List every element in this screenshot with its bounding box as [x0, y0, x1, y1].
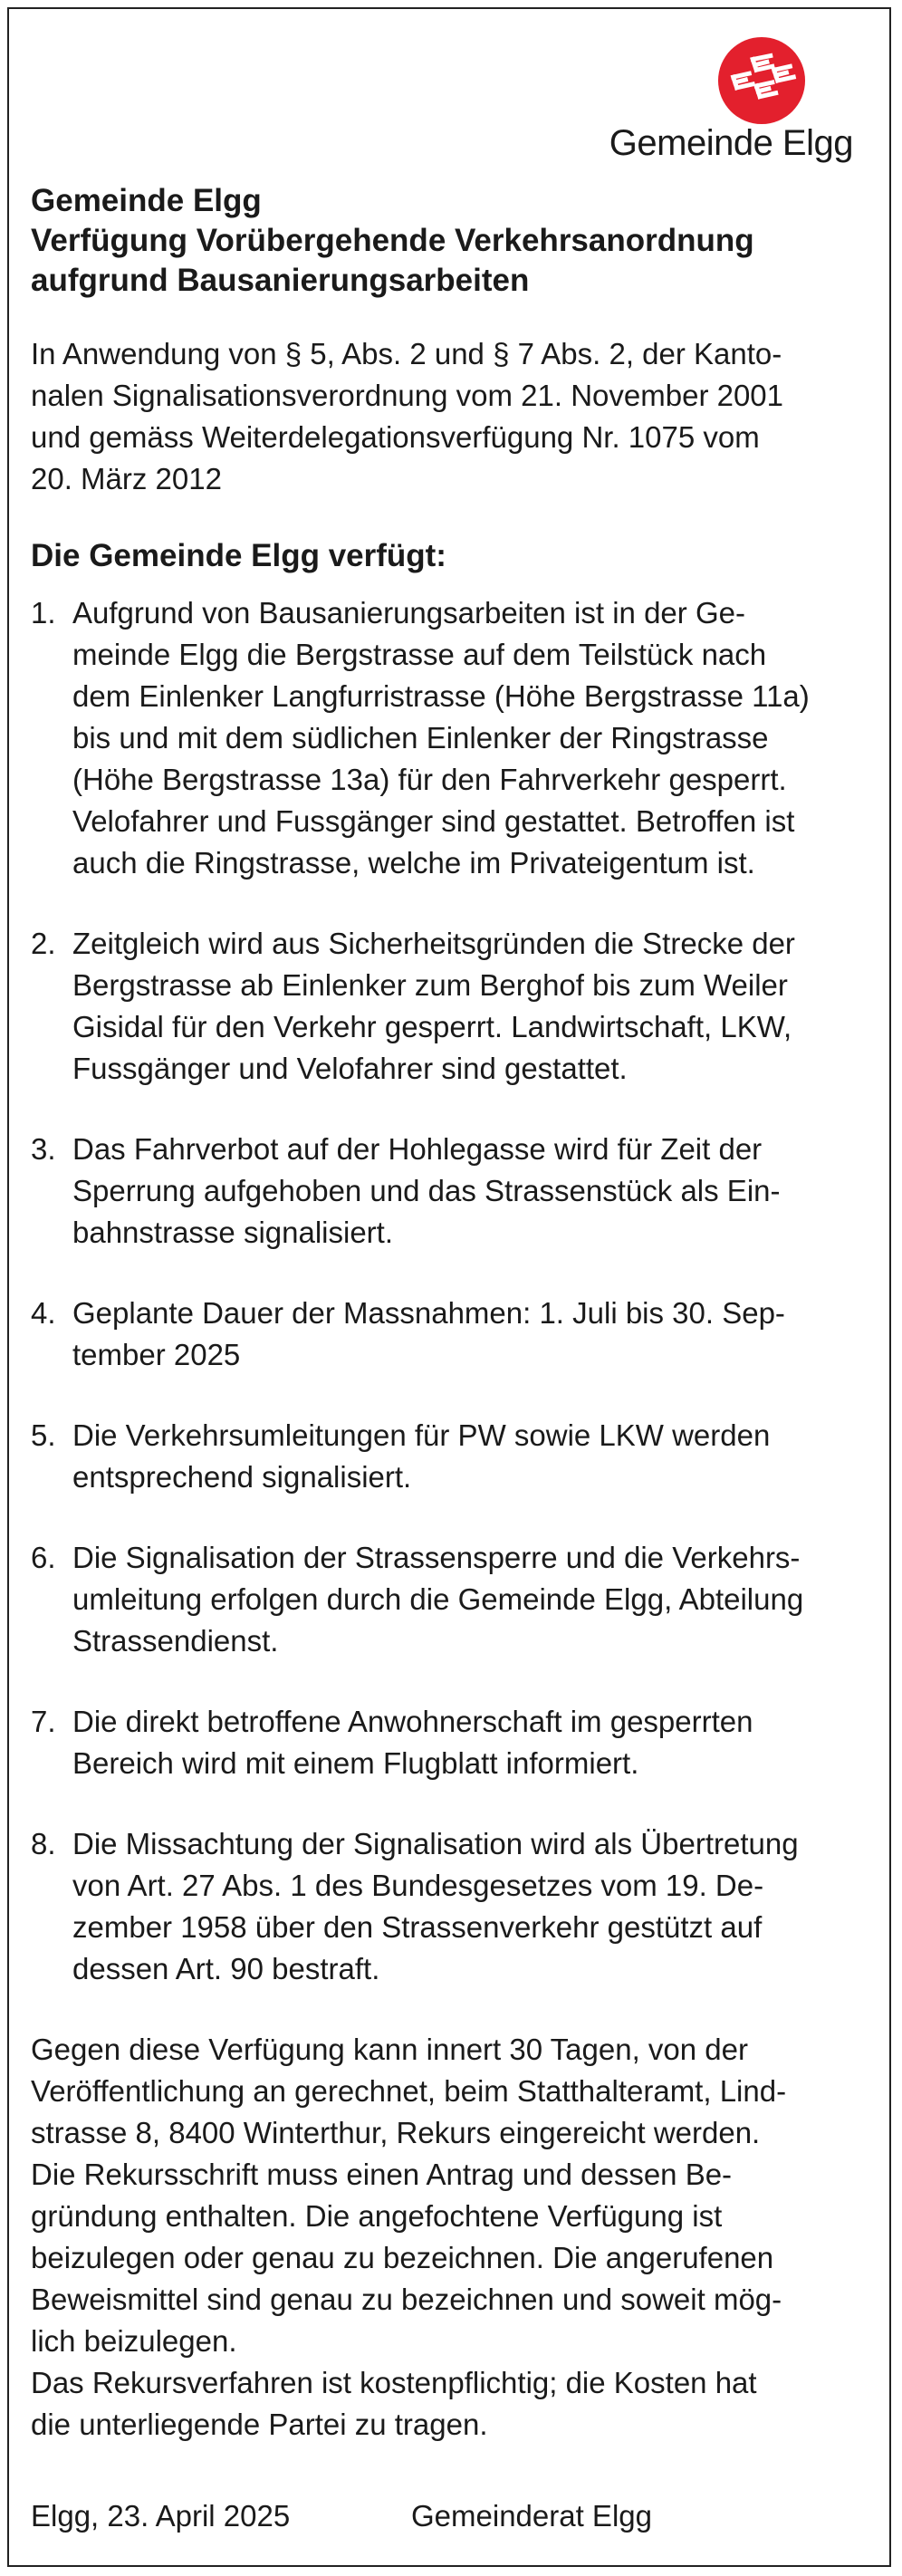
decree-list: [31, 592, 871, 1990]
legal-line: beizulegen oder genau zu bezeichnen. Die angerufenen: [31, 2241, 774, 2274]
gemeinde-wappen-icon: [717, 36, 806, 125]
notice-frame: [7, 7, 891, 2567]
intro-line: 20. März 2012: [31, 462, 222, 495]
item-line: dem Einlenker Langfurristrasse (Höhe Bergstrasse 11a): [72, 679, 810, 713]
heading-line: aufgrund Bausanierungsarbeiten: [31, 263, 530, 298]
item-line: Aufgrund von Bausanierungsarbeiten ist in der Ge-: [72, 596, 745, 630]
heading-line: Verfügung Vorübergehende Verkehrsanordnung: [31, 223, 754, 258]
legal-line: die unterliegende Partei zu tragen.: [31, 2408, 488, 2441]
item-line: Die Verkehrsumleitungen für PW sowie LKW werden: [72, 1418, 771, 1452]
item-number: 4.: [31, 1296, 56, 1330]
signature: Gemeinderat Elgg: [411, 2499, 652, 2533]
item-line: Sperrung aufgehoben und das Strassenstück als Ein-: [72, 1174, 781, 1207]
item-text: [72, 1701, 871, 1784]
item-line: Gisidal für den Verkehr gesperrt. Landwirtschaft, LKW,: [72, 1010, 792, 1043]
decree-item: [31, 1415, 871, 1498]
item-number: 8.: [31, 1827, 56, 1860]
notice-heading: [31, 181, 871, 301]
item-line: auch die Ringstrasse, welche im Privateigentum ist.: [72, 846, 755, 879]
legal-line: lich beizulegen.: [31, 2324, 237, 2358]
legal-line: Die Rekursschrift muss einen Antrag und dessen Be-: [31, 2158, 733, 2191]
item-line: Das Fahrverbot auf der Hohlegasse wird für Zeit der: [72, 1132, 763, 1166]
decree-item: [31, 1293, 871, 1376]
legal-line: strasse 8, 8400 Winterthur, Rekurs eingereicht werden.: [31, 2116, 761, 2149]
item-line: Fussgänger und Velofahrer sind gestattet.: [72, 1052, 628, 1085]
item-line: Zeitgleich wird aus Sicherheitsgründen die Strecke der: [72, 927, 795, 960]
item-text: [72, 1129, 871, 1254]
item-text: [72, 923, 871, 1090]
item-number: 7.: [31, 1705, 56, 1738]
intro-line: und gemäss Weiterdelegationsverfügung Nr. 1075 vom: [31, 420, 760, 454]
decree-item: [31, 1701, 871, 1784]
item-line: dessen Art. 90 bestraft.: [72, 1952, 380, 1985]
item-line: Die Signalisation der Strassensperre und die Verkehrs-: [72, 1541, 801, 1574]
intro-paragraph: [31, 333, 871, 500]
legal-line: Gegen diese Verfügung kann innert 30 Tagen, von der: [31, 2033, 748, 2066]
intro-line: In Anwendung von § 5, Abs. 2 und § 7 Abs. 2, der Kanto-: [31, 337, 782, 370]
intro-line: nalen Signalisationsverordnung vom 21. November 2001: [31, 379, 784, 412]
item-line: tember 2025: [72, 1338, 241, 1371]
notice-body: [31, 181, 871, 2446]
item-line: Die Missachtung der Signalisation wird als Übertretung: [72, 1827, 799, 1860]
item-line: umleitung erfolgen durch die Gemeinde Elgg, Abteilung: [72, 1582, 804, 1616]
decree-subheading: Die Gemeinde Elgg verfügt:: [31, 538, 446, 573]
item-line: Strassendienst.: [72, 1624, 279, 1658]
decree-item: [31, 1823, 871, 1990]
item-line: (Höhe Bergstrasse 13a) für den Fahrverkehr gesperrt.: [72, 763, 787, 796]
decree-item: [31, 1129, 871, 1254]
legal-line: Das Rekursverfahren ist kostenpflichtig; die Kosten hat: [31, 2366, 757, 2399]
logo-text: Gemeinde Elgg: [609, 123, 853, 163]
item-number: 6.: [31, 1541, 56, 1574]
decree-item: [31, 1537, 871, 1662]
item-text: [72, 1537, 871, 1662]
item-text: [72, 592, 871, 884]
item-number: 2.: [31, 927, 56, 960]
legal-line: gründung enthalten. Die angefochtene Verfügung ist: [31, 2199, 723, 2233]
item-line: Velofahrer und Fussgänger sind gestattet. Betroffen ist: [72, 804, 795, 838]
item-number: 5.: [31, 1418, 56, 1452]
item-number: 3.: [31, 1132, 56, 1166]
item-line: Die direkt betroffene Anwohnerschaft im gesperrten: [72, 1705, 753, 1738]
heading-line: Gemeinde Elgg: [31, 183, 262, 218]
issue-date: Elgg, 23. April 2025: [31, 2499, 291, 2533]
item-number: 1.: [31, 596, 56, 630]
item-line: Geplante Dauer der Massnahmen: 1. Juli bis 30. Sep-: [72, 1296, 785, 1330]
decree-item: [31, 923, 871, 1090]
legal-notice: [31, 2029, 871, 2446]
legal-line: Veröffentlichung an gerechnet, beim Statthalteramt, Lind-: [31, 2074, 787, 2108]
item-text: [72, 1823, 871, 1990]
item-line: zember 1958 über den Strassenverkehr gestützt auf: [72, 1910, 763, 1944]
item-line: von Art. 27 Abs. 1 des Bundesgesetzes vom 19. De-: [72, 1869, 764, 1902]
item-line: bis und mit dem südlichen Einlenker der Ringstrasse: [72, 721, 769, 755]
item-line: meinde Elgg die Bergstrasse auf dem Teilstück nach: [72, 638, 767, 671]
decree-item: [31, 592, 871, 884]
item-line: entsprechend signalisiert.: [72, 1460, 412, 1494]
item-text: [72, 1293, 871, 1376]
item-text: [72, 1415, 871, 1498]
item-line: Bergstrasse ab Einlenker zum Berghof bis zum Weiler: [72, 968, 788, 1002]
item-line: Bereich wird mit einem Flugblatt informiert.: [72, 1746, 639, 1780]
item-line: bahnstrasse signalisiert.: [72, 1216, 394, 1249]
notice-footer: [31, 2495, 871, 2537]
legal-line: Beweismittel sind genau zu bezeichnen und soweit mög-: [31, 2283, 782, 2316]
gemeinde-logo: [609, 36, 853, 172]
